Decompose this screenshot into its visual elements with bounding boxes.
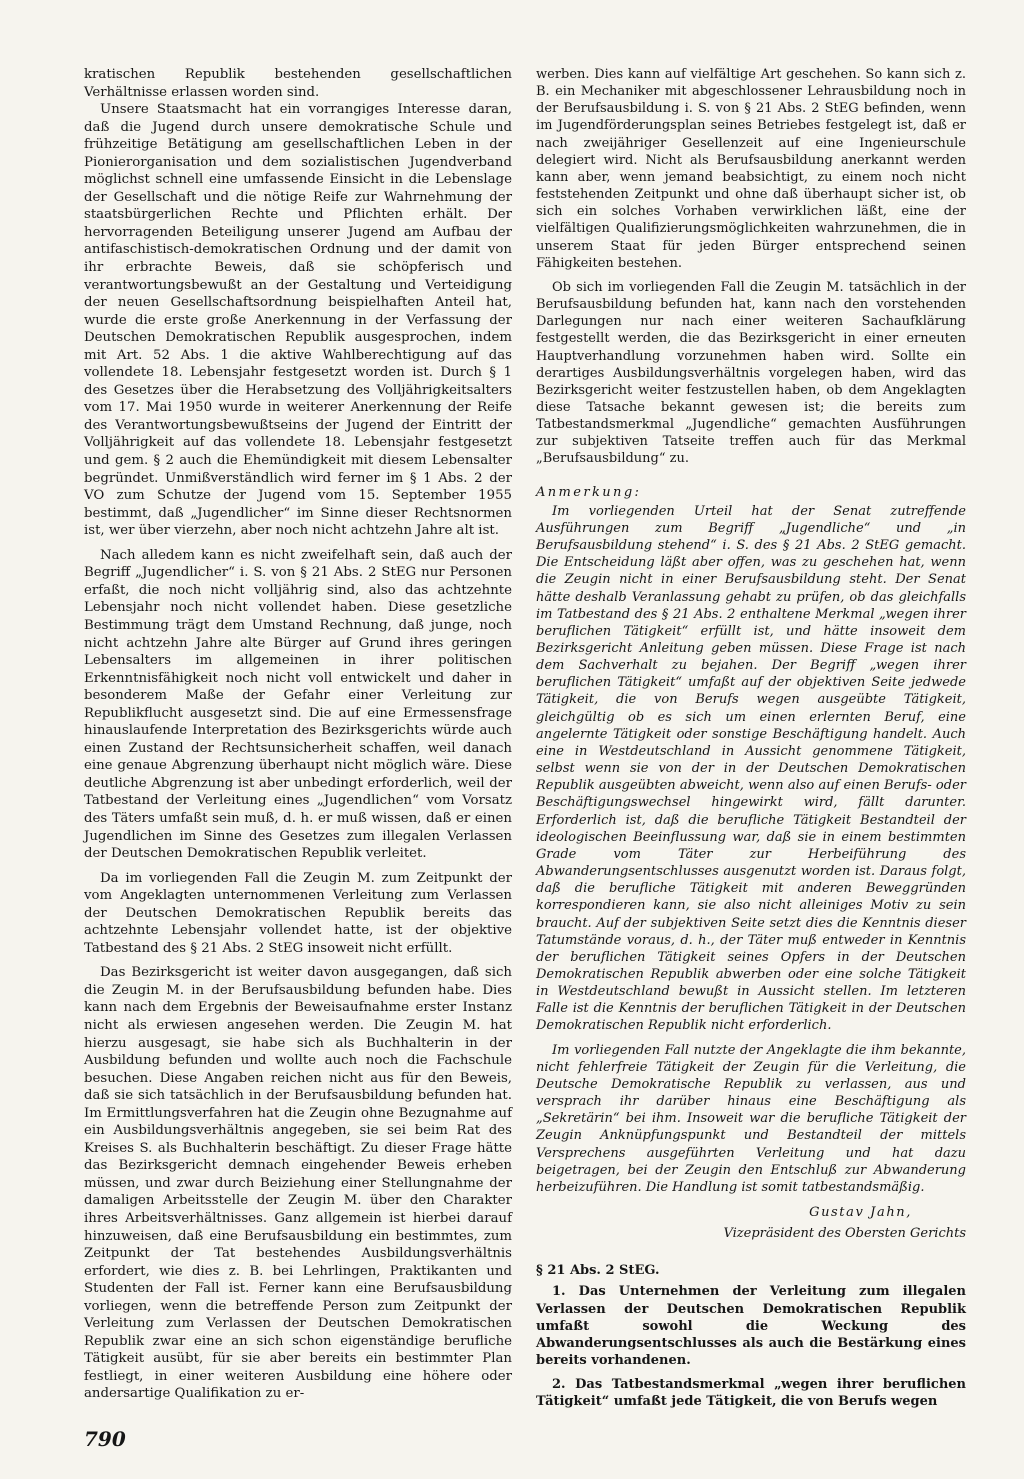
body-paragraph: werben. Dies kann auf vielfältige Art geschehen. So kann sich z. B. ein Mechaniker mit abgeschlossener Lehrausbildung noch in der Berufsausbildung i. S. von § 21 Abs. 2 StEG befinden, wenn im Jugendförderungsplan seines Betriebes festgelegt ist, daß er nach zweijähriger Gesellenzeit auf eine Ingenieurschule delegiert wird. Nicht als Berufsausbildung anerkannt werden kann aber, wenn jemand beabsichtigt, zu einem noch nicht feststehenden Zeitpunkt und ohne daß überhaupt sicher ist, ob sich ein solches Vorhaben verwirklichen läßt, eine der vielfältigen Qualifizierungsmöglichkeiten wahrzunehmen, die in unserem Staat für jeden Bürger entsprechend seinen Fähigkeiten bestehen.: [536, 67, 966, 271]
body-paragraph: Ob sich im vorliegenden Fall die Zeugin M. tatsächlich in der Berufsausbildung befunden hat, kann nach den vorstehenden Darlegungen nur nach einer weiteren Sachaufklärung festgestellt werden, die das Bezirksgericht in einer erneuten Hauptverhandlung vorzunehmen haben wird. Sollte ein derartiges Ausbildungsverhältnis vorgelegen haben, wird das Bezirksgericht weiter festzustellen haben, ob dem Angeklagten diese Tatsache bekannt gewesen ist; die bereits zum Tatbestandsmerkmal „Jugendliche“ gemachten Ausführungen zur subjektiven Tatseite treffen auch für das Merkmal „Berufsausbildung“ zu.: [536, 279, 966, 467]
right-column: [536, 66, 966, 1411]
left-column: [84, 66, 512, 1403]
page-number: 790: [84, 1427, 126, 1451]
headnote-paragraph: 1. Das Unternehmen der Verleitung zum illegalen Verlassen der Deutschen Demokratischen Republik umfaßt sowohl die Weckung des Abwanderungsentschlusses als auch die Bestärkung eines bereits vorhandenen.: [536, 1284, 966, 1369]
annotation-paragraph: Im vorliegenden Urteil hat der Senat zutreffende Ausführungen zum Begriff „Jugendliche“ und „in Berufsausbildung stehend“ i. S. des § 21 Abs. 2 StEG gemacht. Die Entscheidung läßt aber offen, was zu geschehen hat, wenn die Zeugin nicht in einer Berufsausbildung steht. Der Senat hätte deshalb Veranlassung gehabt zu prüfen, ob das gleichfalls im Tatbestand des § 21 Abs. 2 enthaltene Merkmal „wegen ihrer beruflichen Tätigkeit“ erfüllt ist, und hätte insoweit dem Bezirksgericht Anleitung geben müssen. Diese Frage ist nach dem Sachverhalt zu bejahen. Der Begriff „wegen ihrer beruflichen Tätigkeit“ umfaßt auf der objektiven Seite jedwede Tätigkeit, die von Berufs wegen ausgeübte Tätigkeit, gleichgültig ob es sich um einen erlernten Beruf, eine angelernte Tätigkeit oder sonstige Beschäftigung handelt. Auch eine in Westdeutschland in Aussicht genommene Tätigkeit, selbst wenn sie von der in der Deutschen Demokratischen Republik ausgeübten abweicht, wenn also auf einen Berufs- oder Beschäftigungswechsel hingewirkt wird, fällt darunter. Erforderlich ist, daß die berufliche Tätigkeit Bestandteil der ideologischen Beeinflussung war, daß sie in einem bestimmten Grade vom Täter zur Herbeiführung des Abwanderungsentschlusses ausgenutzt worden ist. Daraus folgt, daß die berufliche Tätigkeit mit anderen Beweggründen korrespondieren kann, sie also nicht alleiniges Motiv zu sein braucht. Auf der subjektiven Seite setzt dies die Kenntnis dieser Tatumstände voraus, d. h., der Täter muß entweder in Kenntnis der beruflichen Tätigkeit seines Opfers in der Deutschen Demokratischen Republik abwerben oder eine solche Tätigkeit in Westdeutschland bewußt in Aussicht stellen. Im letzteren Falle ist die Kenntnis der beruflichen Tätigkeit in der Deutschen Demokratischen Republik nicht erforderlich.: [536, 503, 966, 1034]
body-paragraph: kratischen Republik bestehenden gesellschaftlichen Verhältnisse erlassen worden sind.: [84, 67, 512, 100]
signature-title: Vizepräsident des Obersten Gerichts: [723, 1226, 966, 1242]
body-paragraph: Unsere Staatsmacht hat ein vorrangiges Interesse daran, daß die Jugend durch unsere demokratische Schule und frühzeitige Betätigung am gesellschaftlichen Leben in der Pionierorganisation und dem sozialistischen Jugendverband möglichst schnell eine umfassende Einsicht in die Lebenslage der Gesellschaft und die nötige Reife zur Wahrnehmung der staatsbürgerlichen Rechte und Pflichten erhält. Der hervorragenden Beteiligung unserer Jugend am Aufbau der antifaschistisch-demokratischen Ordnung und der damit von ihr erbrachte Beweis, daß sie schöpferisch und verantwortungsbewußt an der Gestaltung und Verteidigung der neuen Gesellschaftsordnung beispielhaften Anteil hat, wurde die erste große Anerkennung in der Verfassung der Deutschen Demokratischen Republik ausgesprochen, indem mit Art. 52 Abs. 1 die aktive Wahlberechtigung auf das vollendete 18. Lebensjahr festgesetzt worden ist. Durch § 1 des Gesetzes über die Herabsetzung des Volljährigkeitsalters vom 17. Mai 1950 wurde in weiterer Anerkennung der Reife des Verantwortungsbewußtseins der Jugend der Eintritt der Volljährigkeit auf das vollendete 18. Lebensjahr festgesetzt und gem. § 2 auch die Ehemündigkeit mit diesem Lebensalter begründet. Unmißverständlich wird ferner im § 1 Abs. 2 der VO zum Schutze der Jugend vom 15. September 1955 bestimmt, daß „Jugendlicher“ im Sinne dieser Rechtsnormen ist, wer über vierzehn, aber noch nicht achtzehn Jahre alt ist.: [84, 102, 512, 539]
headnote-paragraph: 2. Das Tatbestandsmerkmal „wegen ihrer beruflichen Tätigkeit“ umfaßt jede Tätigkeit, die von Berufs wegen: [536, 1377, 966, 1410]
annotation-heading: Anmerkung:: [536, 484, 642, 500]
signature-name: Gustav Jahn,: [809, 1205, 912, 1220]
body-paragraph: Das Bezirksgericht ist weiter davon ausgegangen, daß sich die Zeugin M. in der Berufsausbildung befunden habe. Dies kann nach dem Ergebnis der Beweisaufnahme erster Instanz nicht als erwiesen angesehen werden. Die Zeugin M. hat hierzu ausgesagt, sie habe sich als Buchhalterin in der Ausbildung befunden und wollte auch noch die Fachschule besuchen. Diese Angaben reichen nicht aus für den Beweis, daß sie sich tatsächlich in der Berufsausbildung befunden hat. Im Ermittlungsverfahren hat die Zeugin ohne Bezugnahme auf ein Ausbildungsverhältnis angegeben, sie sei beim Rat des Kreises S. als Buchhalterin beschäftigt. Zu dieser Frage hätte das Bezirksgericht demnach eingehender Beweis erheben müssen, und zwar durch Beiziehung einer Stellungnahme der damaligen Arbeitsstelle der Zeugin M. über den Charakter ihres Arbeitsverhältnisses. Ganz allgemein ist hierbei darauf hinzuweisen, daß eine Berufsausbildung ein bestimmtes, zum Zeitpunkt der Tat bestehendes Ausbildungsverhältnis erfordert, wie dies z. B. bei Lehrlingen, Praktikanten und Studenten der Fall ist. Ferner kann eine Berufsausbildung vorliegen, wenn die betreffende Person zum Zeitpunkt der Verleitung zum Verlassen der Deutschen Demokratischen Republik zwar eine an sich schon eigenständige berufliche Tätigkeit ausübt, für sie aber bereits ein bestimmter Plan festliegt, in einer weiteren Ausbildung eine höhere oder andersartige Qualifikation zu er-: [84, 965, 512, 1402]
body-paragraph: Nach alledem kann es nicht zweifelhaft sein, daß auch der Begriff „Jugendlicher“ i. S. von § 21 Abs. 2 StEG nur Personen erfaßt, die noch nicht volljährig sind, also das achtzehnte Lebensjahr noch nicht vollendet haben. Diese gesetzliche Bestimmung trägt dem Umstand Rechnung, daß junge, noch nicht achtzehn Jahre alte Bürger auf Grund ihres geringen Lebensalters im allgemeinen in ihrer politischen Erkenntnisfähigkeit noch nicht voll entwickelt und daher in besonderem Maße der Gefahr einer Verleitung zur Republikflucht ausgesetzt sind. Die auf eine Ermessensfrage hinauslaufende Interpretation des Bezirksgerichts würde auch einen Zustand der Rechtsunsicherheit schaffen, weil danach eine genaue Abgrenzung überhaupt nicht möglich wäre. Diese deutliche Abgrenzung ist aber unbedingt erforderlich, weil der Tatbestand der Verleitung eines „Jugendlichen“ vom Vorsatz des Täters umfaßt sein muß, d. h. er muß wissen, daß er einen Jugendlichen im Sinne des Gesetzes zum illegalen Verlassen der Deutschen Demokratischen Republik verleitet.: [84, 547, 512, 862]
annotation-paragraph: Im vorliegenden Fall nutzte der Angeklagte die ihm bekannte, nicht fehlerfreie Tätigkeit der Zeugin für die Verleitung, die Deutsche Demokratische Republik zu verlassen, aus und versprach ihr darüber hinaus eine Beschäftigung als „Sekretärin“ bei ihm. Insoweit war die berufliche Tätigkeit der Zeugin Anknüpfungspunkt und Bestandteil der mittels Versprechens ausgeführten Verleitung und hat dazu beigetragen, bei der Zeugin den Entschluß zur Abwanderung herbeizuführen. Die Handlung ist somit tatbestandsmäßig.: [536, 1042, 966, 1195]
section-heading: § 21 Abs. 2 StEG.: [536, 1263, 660, 1279]
body-paragraph: Da im vorliegenden Fall die Zeugin M. zum Zeitpunkt der vom Angeklagten unternommenen Verleitung zum Verlassen der Deutschen Demokratischen Republik bereits das achtzehnte Lebensjahr vollendet hatte, ist der objektive Tatbestand des § 21 Abs. 2 StEG insoweit nicht erfüllt.: [84, 870, 512, 956]
